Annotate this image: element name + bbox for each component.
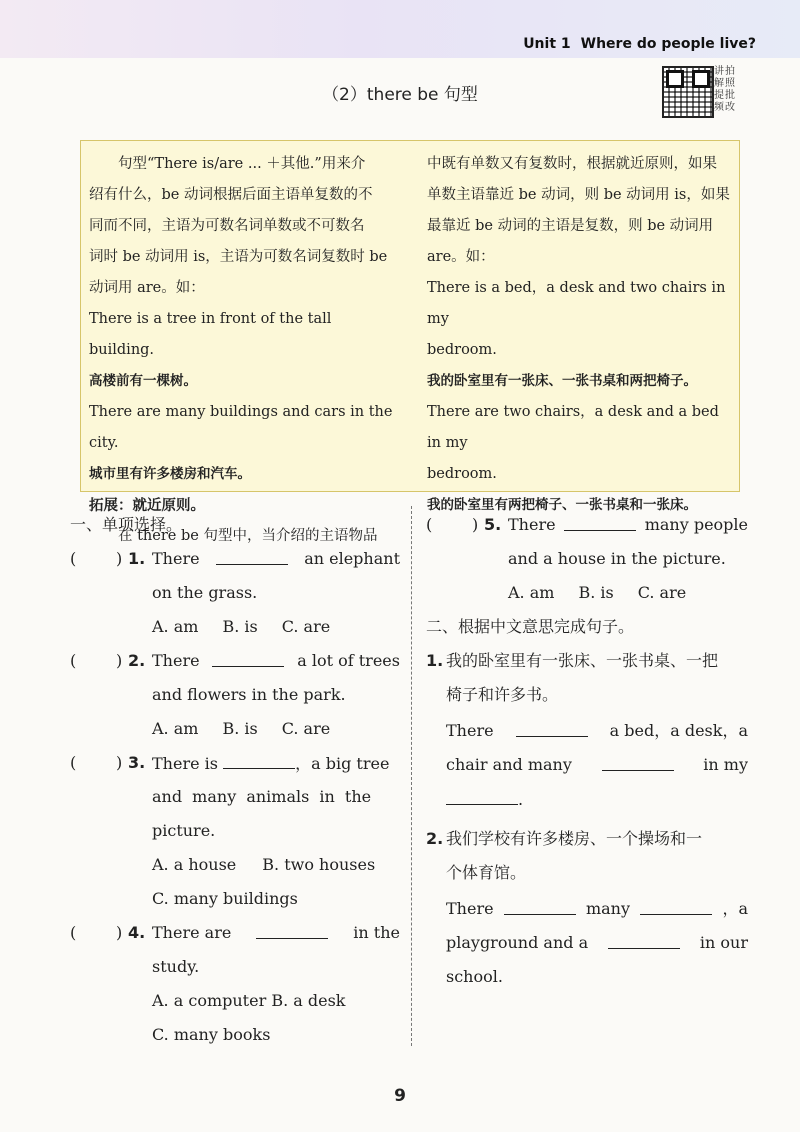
paren-close: )	[116, 923, 123, 942]
grammar-example: There are many buildings and cars in the city.	[89, 404, 393, 451]
question-text: a lot of trees	[297, 651, 400, 670]
answer-paren[interactable]	[70, 644, 123, 678]
chinese-prompt: 我们学校有许多楼房、一个操场和一	[446, 829, 703, 848]
question-text: study.	[152, 957, 200, 976]
grammar-line: 单数主语靠近 be 动词，则 be 动词用 is，如果	[427, 187, 730, 203]
paren-close: )	[116, 549, 123, 568]
paren-open: (	[70, 753, 77, 772]
sentence-text: There	[446, 721, 494, 740]
paren-open: (	[70, 923, 77, 942]
sentence-text: chair and many	[446, 755, 572, 774]
qr-code[interactable]	[662, 66, 714, 118]
question-text: and many animals in the	[152, 787, 372, 806]
sentence-text: in my	[703, 755, 748, 774]
unit-title	[523, 36, 756, 52]
question-text: There	[508, 515, 556, 534]
grammar-line: 绍有什么，be 动词根据后面主语单复数的不	[89, 187, 373, 203]
answer-blank[interactable]	[640, 892, 712, 915]
question-number: 2.	[426, 829, 444, 848]
chinese-prompt: 个体育馆。	[446, 863, 527, 882]
exercise-right-column	[426, 508, 748, 994]
part2-heading: 二、根据中文意思完成句子。	[426, 617, 635, 636]
question-3	[70, 746, 400, 916]
grammar-line: 动词用 are。如：	[89, 280, 205, 296]
option-a: A. am	[508, 583, 555, 602]
answer-blank[interactable]	[608, 926, 680, 949]
option-c: C. many buildings	[152, 889, 298, 908]
grammar-example: There is a bed，a desk and two chairs in my	[427, 280, 726, 327]
paren-close: )	[116, 651, 123, 670]
answer-blank[interactable]	[516, 714, 588, 737]
grammar-example-translation: 城市里有许多楼房和汽车。	[89, 466, 251, 482]
grammar-line: 同而不同，主语为可数名词单数或不可数名	[89, 218, 365, 234]
answer-blank[interactable]	[256, 916, 328, 939]
option-b: B. is	[578, 583, 614, 602]
grammar-extension-label: 拓展：就近原则。	[89, 497, 205, 514]
grammar-example: bedroom.	[427, 466, 497, 482]
unit-name: Where do people live?	[580, 36, 756, 52]
option-a: A. a house	[152, 855, 237, 874]
chinese-prompt: 椅子和许多书。	[446, 685, 559, 704]
question-4	[70, 916, 400, 1052]
answer-paren[interactable]	[70, 542, 123, 576]
question-number: 3.	[128, 753, 146, 772]
question-number: 1.	[128, 549, 146, 568]
grammar-line: 最靠近 be 动词的主语是复数，则 be 动词用	[427, 218, 714, 234]
paren-open: (	[426, 515, 433, 534]
option-b: B. a desk	[271, 991, 346, 1010]
paren-close: )	[472, 515, 479, 534]
option-c: C. many books	[152, 1025, 271, 1044]
answer-blank[interactable]	[216, 542, 288, 565]
option-c: C. are	[281, 719, 331, 738]
sentence-text: There	[446, 899, 494, 918]
grammar-example-translation: 我的卧室里有一张床、一张书桌和两把椅子。	[427, 373, 697, 389]
question-text: picture.	[152, 821, 216, 840]
paren-open: (	[70, 549, 77, 568]
answer-paren[interactable]	[426, 508, 479, 542]
section-title: （2）there be 句型	[322, 85, 478, 105]
grammar-line: are。如：	[427, 249, 495, 265]
answer-blank[interactable]	[602, 748, 674, 771]
sentence-text: a bed，a desk，a	[609, 721, 748, 740]
grammar-line: 在 there be 句型中，当介绍的主语物品	[118, 528, 378, 544]
translation-question-1	[426, 644, 748, 816]
option-b: B. is	[222, 719, 258, 738]
question-text: ，a big tree	[295, 754, 390, 773]
translation-question-2	[426, 822, 748, 994]
question-text: There are	[152, 923, 232, 942]
question-number: 1.	[426, 651, 444, 670]
grammar-example: There are two chairs，a desk and a bed in my	[427, 404, 719, 451]
answer-blank[interactable]	[446, 782, 518, 805]
option-a: A. a computer	[152, 991, 267, 1010]
question-text: There	[152, 549, 200, 568]
question-text: There	[152, 651, 200, 670]
answer-blank[interactable]	[504, 892, 576, 915]
question-text: an elephant	[304, 549, 400, 568]
paren-close: )	[116, 753, 123, 772]
grammar-right-column	[427, 149, 737, 521]
column-divider	[411, 506, 412, 1046]
answer-paren[interactable]	[70, 916, 123, 950]
sentence-text: in our	[699, 933, 748, 952]
question-5	[426, 508, 748, 610]
part1-heading: 一、单项选择。	[70, 515, 183, 534]
grammar-line: 词时 be 动词用 is，主语为可数名词复数时 be	[89, 249, 388, 265]
grammar-line: 句型“There is/are ... ＋其他.”用来介	[118, 156, 366, 172]
question-text: many people	[644, 515, 748, 534]
option-c: C. are	[637, 583, 687, 602]
grammar-example-translation: 我的卧室里有两把椅子、一张书桌和一张床。	[427, 497, 697, 513]
question-1	[70, 542, 400, 644]
exercise-left-column	[70, 508, 400, 1052]
sentence-text: playground and a	[446, 933, 589, 952]
question-text: and flowers in the park.	[152, 685, 346, 704]
question-number: 2.	[128, 651, 146, 670]
grammar-example: There is a tree in front of the tall building.	[89, 311, 332, 358]
question-text: There is	[152, 754, 218, 773]
option-b: B. is	[222, 617, 258, 636]
grammar-line: 中既有单数又有复数时，根据就近原则，如果	[427, 156, 717, 172]
answer-blank[interactable]	[212, 644, 284, 667]
sentence-text: school.	[446, 967, 503, 986]
grammar-example-translation: 高楼前有一棵树。	[89, 373, 197, 389]
answer-blank[interactable]	[223, 746, 295, 769]
option-a: A. am	[152, 719, 199, 738]
grammar-example: bedroom.	[427, 342, 497, 358]
sentence-text: many	[585, 899, 631, 918]
question-2	[70, 644, 400, 746]
question-text: in the	[353, 923, 400, 942]
question-text: on the grass.	[152, 583, 258, 602]
question-text: and a house in the picture.	[508, 549, 726, 568]
sentence-text: ，a	[722, 899, 748, 918]
option-a: A. am	[152, 617, 199, 636]
question-number: 5.	[484, 515, 502, 534]
chinese-prompt: 我的卧室里有一张床、一张书桌、一把	[446, 651, 719, 670]
answer-paren[interactable]	[70, 746, 123, 780]
question-number: 4.	[128, 923, 146, 942]
qr-label: 讲拍解照提批频改	[714, 66, 736, 113]
option-c: C. are	[281, 617, 331, 636]
paren-open: (	[70, 651, 77, 670]
option-b: B. two houses	[262, 855, 376, 874]
answer-blank[interactable]	[564, 508, 636, 531]
sentence-text: .	[518, 790, 524, 809]
unit-number: Unit 1	[523, 36, 571, 52]
grammar-left-column	[89, 149, 399, 552]
page-number: 9	[394, 1086, 406, 1106]
